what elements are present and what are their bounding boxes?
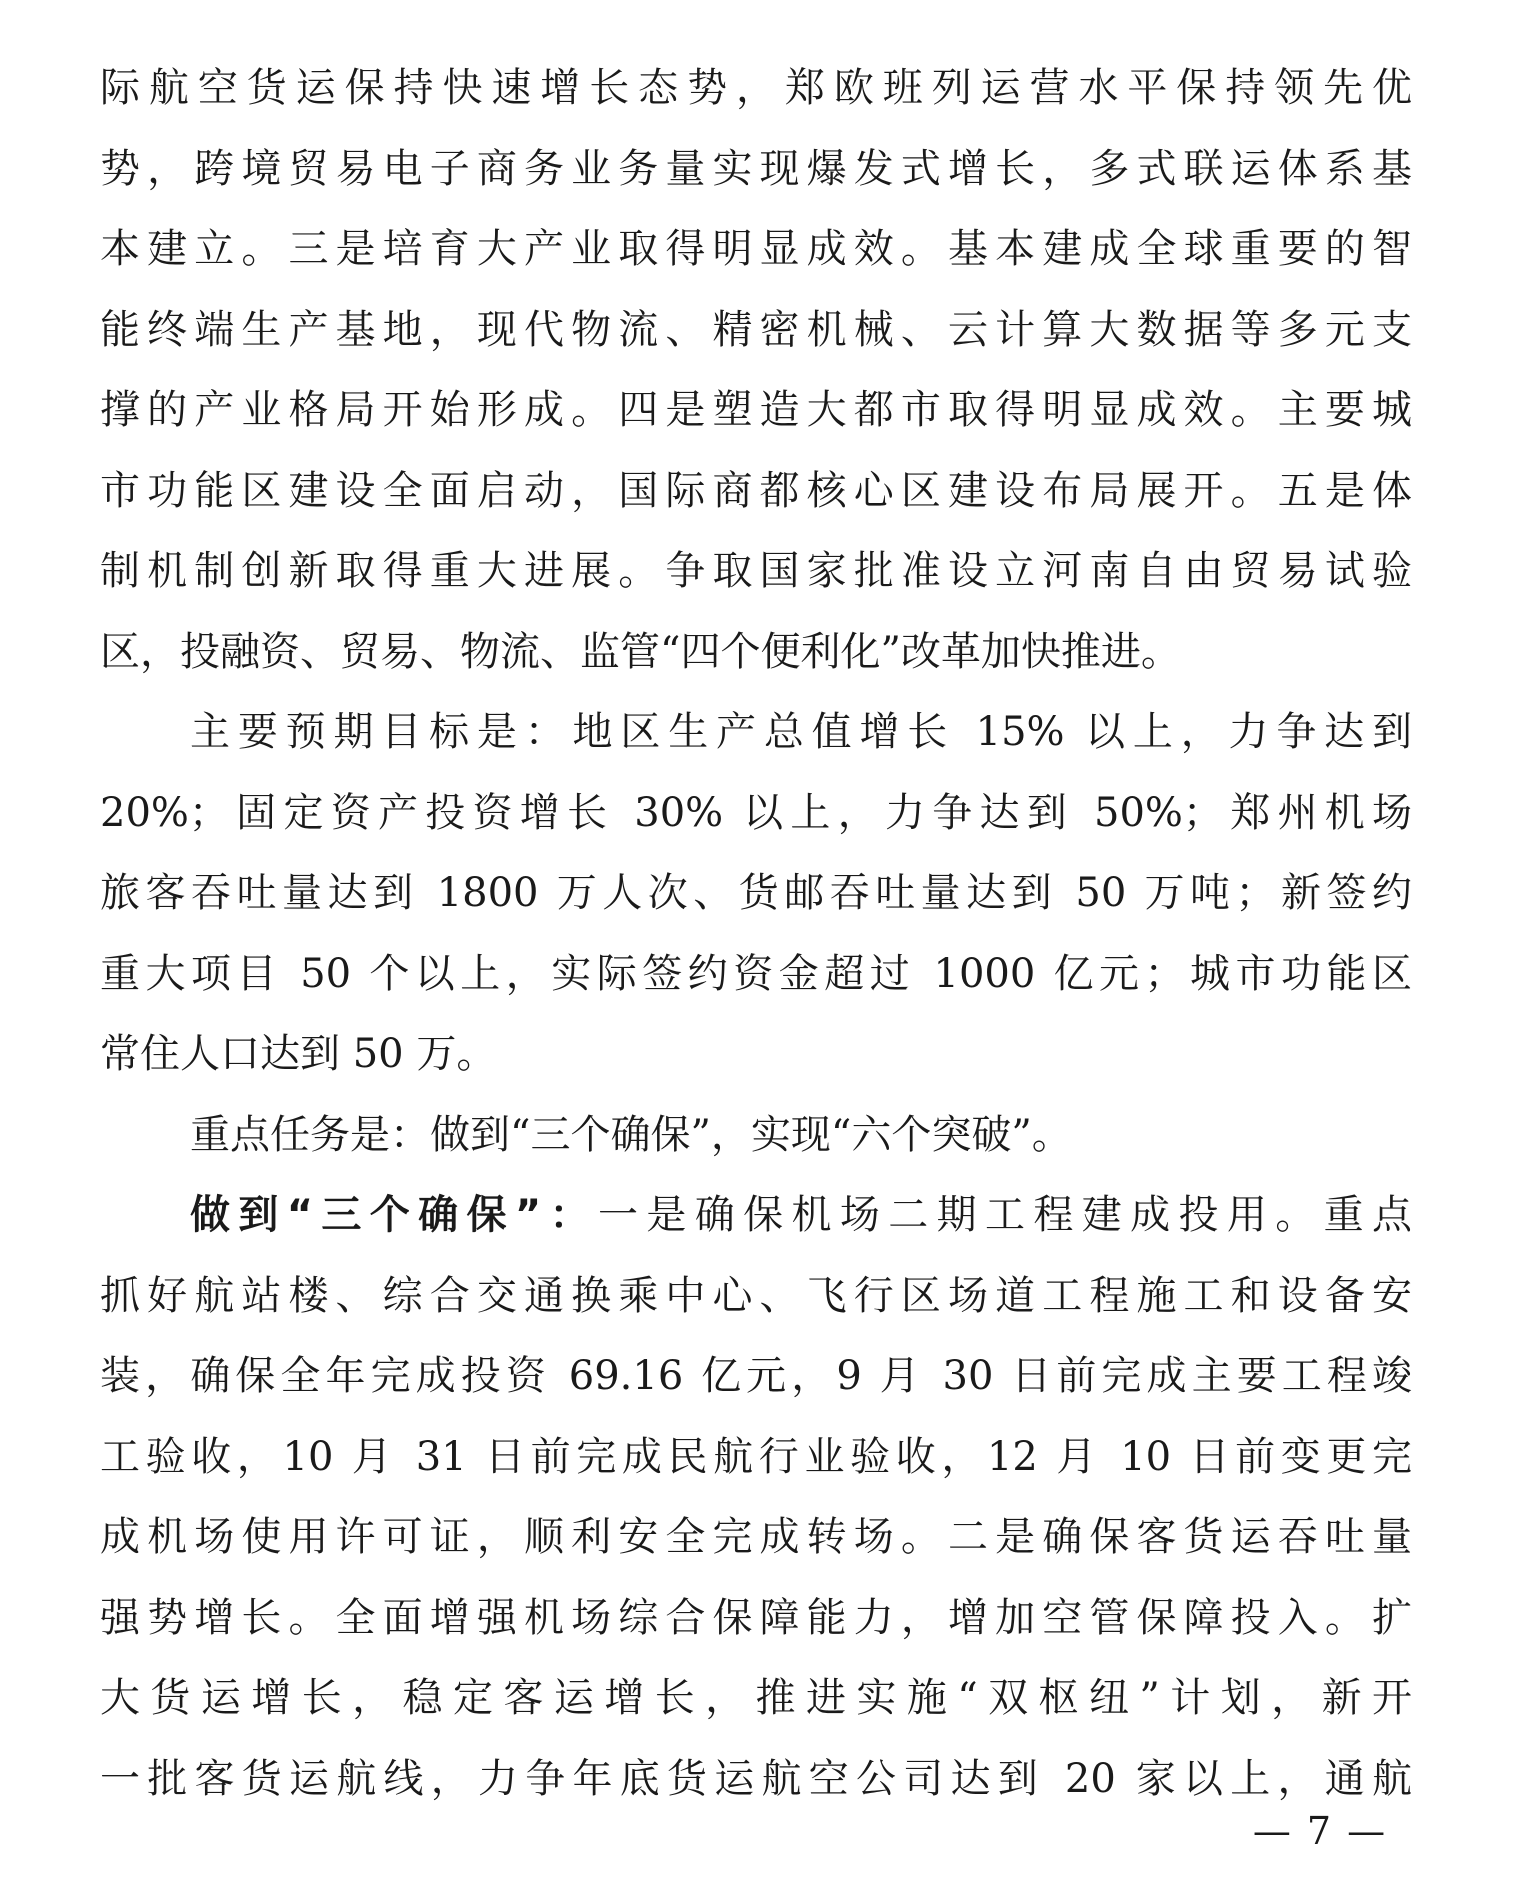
text-line-7: 制机制创新取得重大进展。争取国家批准设立河南自由贸易试验: [100, 548, 1412, 594]
bold-heading-san-ge-que-bao: 做到“三个确保”：: [190, 1192, 598, 1238]
text-line-12: 重大项目 50 个以上，实际签约资金超过 1000 亿元；城市功能区: [100, 950, 1412, 997]
text-line-11: 旅客吞吐量达到 1800 万人次、货邮吞吐量达到 50 万吨；新签约: [100, 870, 1412, 916]
text-line-17: 装，确保全年完成投资 69.16 亿元，9 月 30 日前完成主要工程竣: [100, 1353, 1412, 1399]
text-line-1: 际航空货运保持快速增长态势，郑欧班列运营水平保持领先优: [100, 65, 1412, 111]
text-line-22: 一批客货运航线，力争年底货运航空公司达到 20 家以上，通航: [100, 1755, 1412, 1802]
text-line-15-rest: 一是确保机场二期工程建成投用。重点: [597, 1192, 1412, 1238]
text-line-14: 重点任务是：做到“三个确保”，实现“六个突破”。: [190, 1111, 1072, 1158]
text-line-8: 区，投融资、贸易、物流、监管“四个便利化”改革加快推进。: [100, 628, 1181, 675]
text-line-9: 主要预期目标是：地区生产总值增长 15% 以上，力争达到: [190, 709, 1412, 755]
text-line-16: 抓好航站楼、综合交通换乘中心、飞行区场道工程施工和设备安: [100, 1272, 1412, 1319]
text-line-10: 20%；固定资产投资增长 30% 以上，力争达到 50%；郑州机场: [100, 789, 1412, 836]
text-line-6: 市功能区建设全面启动，国际商都核心区建设布局展开。五是体: [100, 467, 1412, 514]
text-line-2: 势，跨境贸易电子商务业务量实现爆发式增长，多式联运体系基: [100, 145, 1412, 192]
text-line-4: 能终端生产基地，现代物流、精密机械、云计算大数据等多元支: [100, 306, 1412, 353]
text-line-13: 常住人口达到 50 万。: [100, 1031, 497, 1077]
text-line-15: [100, 1175, 1412, 1256]
text-line-20: 强势增长。全面增强机场综合保障能力，增加空管保障投入。扩: [100, 1594, 1412, 1641]
text-line-21: 大货运增长，稳定客运增长，推进实施“双枢纽”计划，新开: [100, 1675, 1412, 1721]
text-line-19: 成机场使用许可证，顺利安全完成转场。二是确保客货运吞吐量: [100, 1514, 1412, 1560]
text-line-3: 本建立。三是培育大产业取得明显成效。基本建成全球重要的智: [100, 226, 1412, 272]
text-line-18: 工验收，10 月 31 日前完成民航行业验收，12 月 10 日前变更完: [100, 1433, 1412, 1480]
body-text: [100, 48, 1412, 1819]
text-line-5: 撑的产业格局开始形成。四是塑造大都市取得明显成效。主要城: [100, 387, 1412, 433]
page-number: — 7 —: [1252, 1809, 1388, 1853]
